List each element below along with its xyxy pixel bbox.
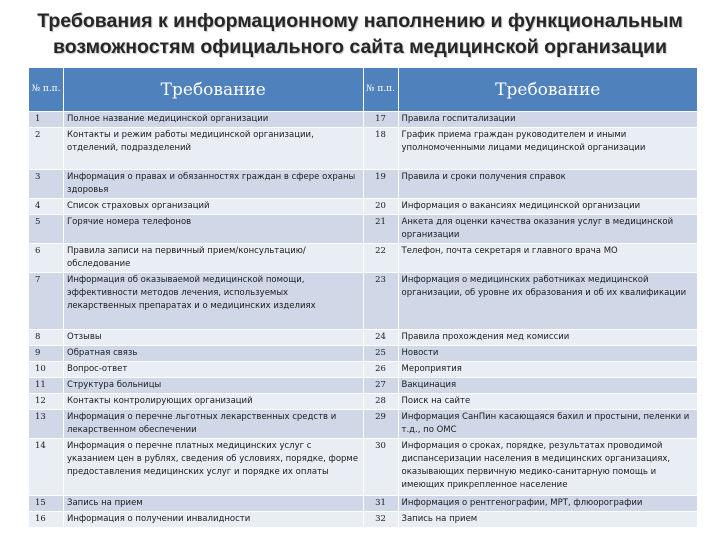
table-row xyxy=(29,330,698,346)
row-requirement-left: Правила записи на первичный прием/консультацию/обследование xyxy=(64,244,364,273)
row-requirement-left: Информация о получении инвалидности xyxy=(64,512,364,528)
row-requirement-left: Список страховых организаций xyxy=(64,199,364,215)
row-number-right: 32 xyxy=(363,512,398,528)
row-requirement-left: Полное название медицинской организации xyxy=(64,112,364,128)
table-header-row xyxy=(29,68,698,112)
row-requirement-right: Мероприятия xyxy=(398,362,698,378)
row-requirement-left: Контакты и режим работы медицинской организации, отделений, подразделений xyxy=(64,128,364,170)
row-requirement-left: Вопрос-ответ xyxy=(64,362,364,378)
row-requirement-right: Правила и сроки получения справок xyxy=(398,170,698,199)
row-number-left: 5 xyxy=(29,215,64,244)
row-requirement-right: Информация о вакансиях медицинской организации xyxy=(398,199,698,215)
table-row xyxy=(29,378,698,394)
table-row xyxy=(29,410,698,439)
page-title xyxy=(0,8,720,60)
row-requirement-right: Новости xyxy=(398,346,698,362)
table-row xyxy=(29,439,698,496)
row-requirement-left: Запись на прием xyxy=(64,496,364,512)
row-number-right: 25 xyxy=(363,346,398,362)
requirements-table xyxy=(28,67,698,528)
row-number-left: 9 xyxy=(29,346,64,362)
row-requirement-right: Анкета для оценки качества оказания услуг в медицинской организации xyxy=(398,215,698,244)
header-number-right: № п.п. xyxy=(363,68,398,112)
row-requirement-left: Информация о перечне платных медицинских услуг с указанием цен в рублях, сведения об условиях, порядке, форме предоставления медицинских услуг и порядке их оплаты xyxy=(64,439,364,496)
row-number-left: 4 xyxy=(29,199,64,215)
header-requirement-right: Требование xyxy=(398,68,698,112)
header-number-left: № п.п. xyxy=(29,68,64,112)
header-requirement-left: Требование xyxy=(64,68,364,112)
row-requirement-left: Обратная связь xyxy=(64,346,364,362)
row-number-left: 14 xyxy=(29,439,64,496)
table-row xyxy=(29,244,698,273)
row-number-right: 29 xyxy=(363,410,398,439)
row-number-left: 3 xyxy=(29,170,64,199)
row-number-left: 12 xyxy=(29,394,64,410)
table-row xyxy=(29,112,698,128)
title-line-2: возможностям официального сайта медицинской организации xyxy=(53,36,667,58)
row-number-right: 22 xyxy=(363,244,398,273)
row-number-right: 18 xyxy=(363,128,398,170)
row-number-left: 8 xyxy=(29,330,64,346)
row-requirement-left: Контакты контролирующих организаций xyxy=(64,394,364,410)
row-requirement-right: Вакцинация xyxy=(398,378,698,394)
row-requirement-right: Информация о рентгенографии, МРТ, флюорографии xyxy=(398,496,698,512)
row-requirement-left: Информация о правах и обязанностях граждан в сфере охраны здоровья xyxy=(64,170,364,199)
row-number-right: 31 xyxy=(363,496,398,512)
table-row xyxy=(29,394,698,410)
row-number-right: 23 xyxy=(363,273,398,330)
table-row xyxy=(29,128,698,170)
row-number-left: 10 xyxy=(29,362,64,378)
row-requirement-left: Отзывы xyxy=(64,330,364,346)
row-requirement-right: Поиск на сайте xyxy=(398,394,698,410)
row-number-left: 16 xyxy=(29,512,64,528)
row-requirement-right: Информация о сроках, порядке, результатах проводимой диспансеризации населения в медицинских организациях, оказывающих первичную медико-санитарную помощь и имеющих прикрепленное население xyxy=(398,439,698,496)
row-number-right: 19 xyxy=(363,170,398,199)
row-requirement-right: Правила прохождения мед комиссии xyxy=(398,330,698,346)
title-line-1: Требования к информационному наполнению и функциональным xyxy=(37,10,683,32)
table-row xyxy=(29,346,698,362)
row-requirement-left: Информация об оказываемой медицинской помощи, эффективности методов лечения, используемых лекарственных препаратах и о медицинских изделиях xyxy=(64,273,364,330)
row-number-right: 26 xyxy=(363,362,398,378)
row-requirement-right: Телефон, почта секретаря и главного врача МО xyxy=(398,244,698,273)
table-row xyxy=(29,170,698,199)
row-number-left: 11 xyxy=(29,378,64,394)
row-requirement-right: Правила госпитализации xyxy=(398,112,698,128)
table-row xyxy=(29,215,698,244)
row-requirement-right: Информация СанПин касающаяся бахил и простыни, пеленки и т.д., по ОМС xyxy=(398,410,698,439)
row-number-left: 2 xyxy=(29,128,64,170)
row-requirement-left: Информация о перечне льготных лекарственных средств и лекарственном обеспечении xyxy=(64,410,364,439)
row-number-right: 27 xyxy=(363,378,398,394)
row-requirement-left: Структура больницы xyxy=(64,378,364,394)
row-number-right: 21 xyxy=(363,215,398,244)
row-requirement-right: Запись на прием xyxy=(398,512,698,528)
row-requirement-right: График приема граждан руководителем и иными уполномоченными лицами медицинской организации xyxy=(398,128,698,170)
row-number-left: 6 xyxy=(29,244,64,273)
row-requirement-right: Информация о медицинских работниках медицинской организации, об уровне их образования и об их квалификации xyxy=(398,273,698,330)
table-row xyxy=(29,512,698,528)
row-number-left: 15 xyxy=(29,496,64,512)
table-row xyxy=(29,273,698,330)
row-number-left: 13 xyxy=(29,410,64,439)
table-row xyxy=(29,362,698,378)
row-number-right: 24 xyxy=(363,330,398,346)
row-number-right: 17 xyxy=(363,112,398,128)
row-number-left: 7 xyxy=(29,273,64,330)
row-number-left: 1 xyxy=(29,112,64,128)
row-requirement-left: Горячие номера телефонов xyxy=(64,215,364,244)
row-number-right: 20 xyxy=(363,199,398,215)
row-number-right: 28 xyxy=(363,394,398,410)
table-row xyxy=(29,199,698,215)
row-number-right: 30 xyxy=(363,439,398,496)
table-row xyxy=(29,496,698,512)
